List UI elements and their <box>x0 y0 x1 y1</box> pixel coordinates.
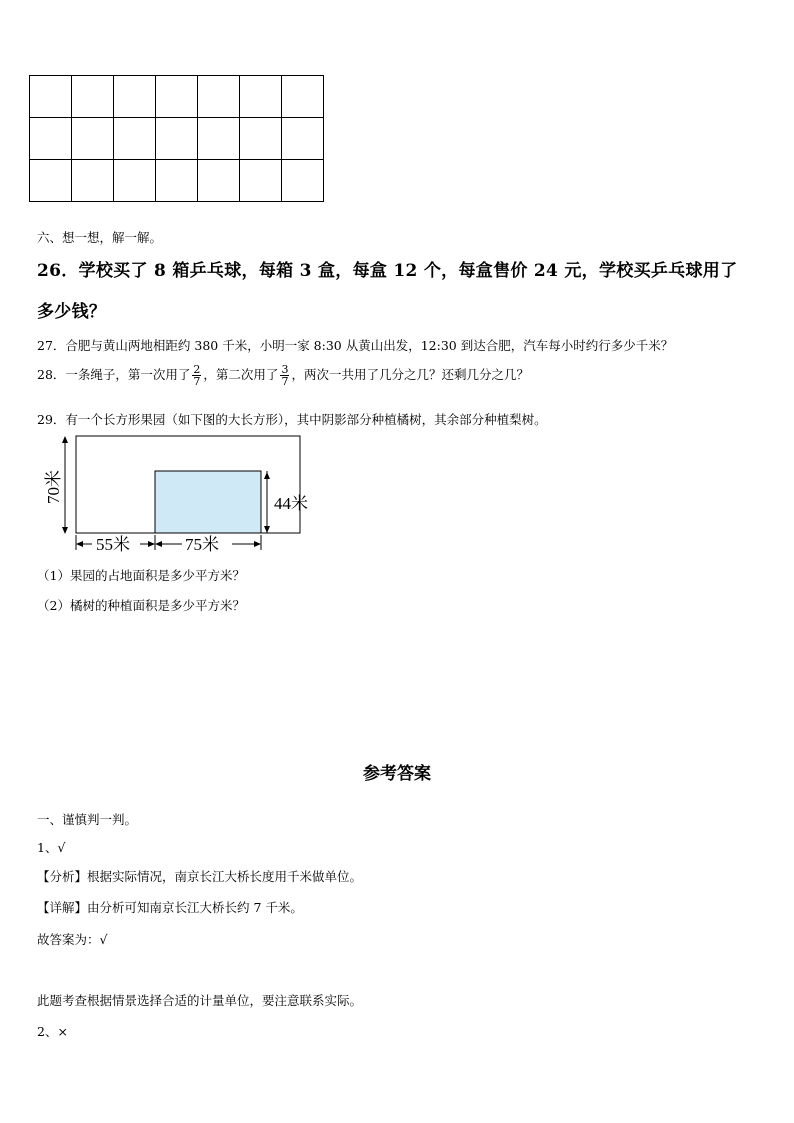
question-29-sub2: （2）橘树的种植面积是多少平方米？ <box>37 598 245 613</box>
answer-1-detail: 【详解】由分析可知南京长江大桥长约 7 千米。 <box>37 900 303 915</box>
fraction-two-sevenths <box>192 364 201 387</box>
frac1-numerator: 2 <box>193 363 201 376</box>
arrow-right-icon <box>148 541 155 547</box>
height-label: 70米 <box>44 470 63 504</box>
answer-1: 1、√ <box>37 840 66 855</box>
shade-width-label: 75米 <box>185 535 219 554</box>
answers-title: 参考答案 <box>363 764 431 784</box>
question-26-line1: 26．学校买了 8 箱乒乓球，每箱 3 盒，每盒 12 个，每盒售价 24 元，学校买乒乓球用了 <box>37 261 738 281</box>
frac2-denominator: 7 <box>281 375 289 388</box>
question-29-sub1: （1）果园的占地面积是多少平方米？ <box>37 568 245 583</box>
fraction-three-sevenths <box>280 364 289 387</box>
question-28 <box>37 364 529 387</box>
frac1-denominator: 7 <box>193 375 201 388</box>
arrow-left-icon <box>155 541 162 547</box>
q28-middle: ，第二次用了 <box>203 367 279 382</box>
arrow-up-icon <box>62 436 68 443</box>
left-width-label: 55米 <box>96 535 130 554</box>
answer-1-note: 此题考查根据情景选择合适的计量单位，要注意联系实际。 <box>37 993 363 1008</box>
question-26-line2: 多少钱？ <box>37 302 107 322</box>
answer-1-analysis: 【分析】根据实际情况，南京长江大桥长度用千米做单位。 <box>37 869 363 884</box>
shade-height-label: 44米 <box>274 494 308 513</box>
q28-suffix: ，两次一共用了几分之几？还剩几分之几？ <box>291 367 529 382</box>
blank-grid <box>29 75 324 202</box>
orange-tree-shaded-rectangle <box>155 471 261 533</box>
orchard-diagram <box>38 432 328 557</box>
q28-prefix: 28．一条绳子，第一次用了 <box>37 367 191 382</box>
section6-heading: 六、想一想，解一解。 <box>37 230 163 245</box>
arrow-down-icon <box>264 526 270 533</box>
question-29: 29．有一个长方形果园（如下图的大长方形），其中阴影部分种植橘树，其余部分种植梨树。 <box>37 412 547 427</box>
answers-section1-heading: 一、谨慎判一判。 <box>37 812 138 827</box>
arrow-up-icon <box>264 472 270 479</box>
question-27: 27．合肥与黄山两地相距约 380 千米，小明一家 8:30 从黄山出发，12:30 到达合肥，汽车每小时约行多少千米？ <box>37 338 674 353</box>
frac2-numerator: 3 <box>281 363 289 376</box>
arrow-right-icon <box>254 541 261 547</box>
answer-2: 2、× <box>37 1024 68 1039</box>
answer-1-conclusion: 故答案为：√ <box>37 932 108 947</box>
arrow-down-icon <box>62 527 68 534</box>
arrow-left-icon <box>76 541 83 547</box>
